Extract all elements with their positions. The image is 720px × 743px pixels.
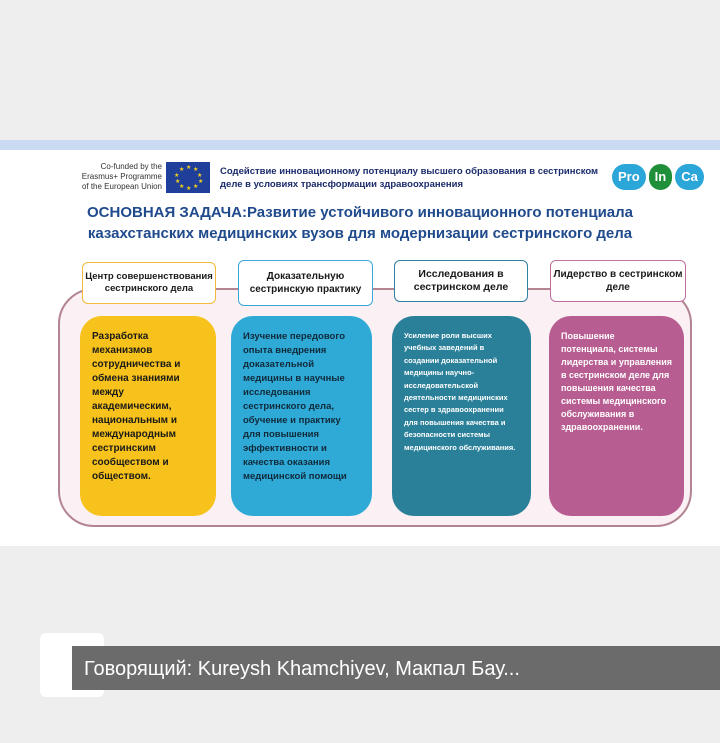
- presentation-slide: [0, 140, 720, 546]
- cofund-line-3: of the European Union: [81, 182, 162, 191]
- eu-flag-icon: ★ ★ ★ ★ ★ ★ ★ ★ ★ ★: [166, 162, 210, 193]
- column-title-center: Центр совершенствования сестринского дела: [82, 262, 216, 304]
- project-title: Содействие инновационному потенциалу высшего образования в сестринском деле в условиях трансформации здравоохранения: [220, 166, 599, 190]
- column-body-leadership: Повышение потенциала, системы лидерства и управления в сестринском деле для повышения качества системы медицинского обслуживания в здравоохранении.: [549, 316, 684, 516]
- column-title-evidence-practice: Доказательную сестринскую практику: [238, 260, 373, 306]
- slide-top-accent: [0, 140, 720, 150]
- cofund-line-2: Erasmus+ Programme: [81, 172, 162, 181]
- logo-part-in: In: [649, 164, 673, 190]
- column-title-research: Исследования в сестринском деле: [394, 260, 528, 302]
- column-body-research: Усиление роли высших учебных заведений в создании доказательной медицины научно-исследовательской деятельности медицинских сестер в здравоохранении для повышения качества и безопасности системы медицинского обслуживания.: [392, 316, 531, 516]
- column-body-evidence-practice: Изучение передового опыта внедрения доказательной медицины в научные исследования сестринского дела, обучение и практику для повышения эффективности и качества оказания медицинской помощи: [231, 316, 372, 516]
- logo-part-ca: Ca: [675, 164, 704, 190]
- logo-part-pro: Pro: [612, 164, 646, 190]
- main-goal-title: ОСНОВНАЯ ЗАДАЧА:Развитие устойчивого инновационного потенциала казахстанских медицинских вузов для модернизации сестринского дела: [86, 204, 633, 242]
- erasmus-cofund-label: [58, 162, 162, 192]
- proinca-logo: [612, 164, 704, 190]
- column-body-center: Разработка механизмов сотрудничества и обмена знаниями между академическим, национальным и международным сестринским сообществом и обществом.: [80, 316, 216, 516]
- column-title-leadership: Лидерство в сестринском деле: [550, 260, 686, 302]
- speaker-caption: Говорящий: Kureysh Khamchiyev, Макпал Бау...: [84, 658, 520, 680]
- cofund-line-1: Co-funded by the: [100, 162, 162, 171]
